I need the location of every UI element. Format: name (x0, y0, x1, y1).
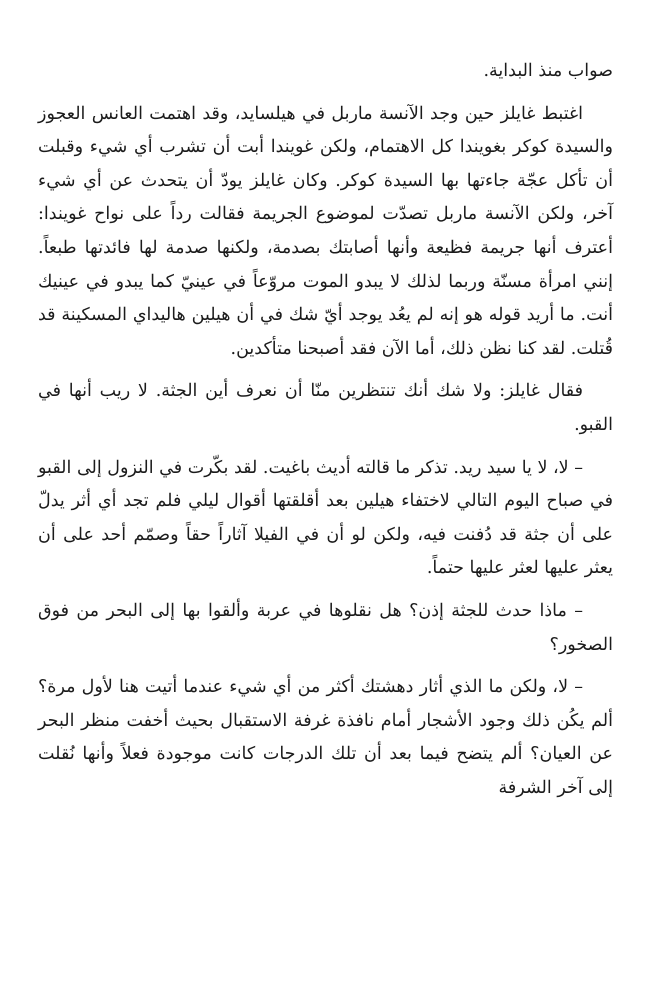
paragraph-giles-cellar: فقال غايلز: ولا شك أنك تنتظرين منّا أن نعرف أين الجثة. لا ريب أنها في القبو. (38, 381, 613, 435)
paragraph-giles-miss-marple: اغتبط غايلز حين وجد الآنسة ماربل في هيلسايد، وقد اهتمت العانس العجوز والسيدة كوكر بغويندا كل الاهتمام، ولكن غويندا أبت أن تشرب أي شيء وقبلت أن تأكل عجّة جاءتها بها السيدة كوكر. وكان غايلز يودّ أن يتحدث عن أي شيء آخر، ولكن الآنسة ماربل تصدّت لموضوع الجريمة فقالت رداً على نواح غويندا: أعترف أنها جريمة فظيعة وأنها أصابتك بصدمة، ولكنها صدمة لها فائدتها طبعاً. إنني امرأة مسنّة وربما لذلك لا يبدو الموت مروّعاً في عينيّ كما يبدو في عينيك أنت. ما أريد قوله هو إنه لم يعُد يوجد أيّ شك في أن هيلين هاليداي المسكينة قد قُتلت. لقد كنا نظن ذلك، أما الآن فقد أصبحنا متأكدين. (38, 103, 613, 359)
paragraph-continuation: صواب منذ البداية. (483, 61, 613, 81)
body-text (38, 55, 613, 805)
paragraph-body-question: – ماذا حدث للجثة إذن؟ هل نقلوها في عربة وألقوا بها إلى البحر من فوق الصخور؟ (38, 600, 613, 655)
paragraph-edith-pagett: – لا، لا يا سيد ريد. تذكر ما قالته أديث باغيت. لقد بكّرت في النزول إلى القبو في صباح اليوم التالي لاختفاء هيلين بعد أقلقتها أقوال ليلي فلم تجد أي أثر يدلّ على أن جثة قد دُفنت فيه، ولكن لو أن في الفيلا آثاراً حقاً وصمّم أحد على أن يعثر عليها لعثر عليها حتماً. (38, 457, 613, 579)
paragraph-trees-window: – لا، ولكن ما الذي أثار دهشتك أكثر من أي شيء عندما أتيت هنا لأول مرة؟ ألم يكُن ذلك وجود الأشجار أمام نافذة غرفة الاستقبال بحيث أخفت منظر البحر عن العيان؟ ألم يتضح فيما بعد أن تلك الدرجات كانت موجودة فعلاً وأنها نُقلت إلى آخر الشرفة (38, 677, 613, 798)
